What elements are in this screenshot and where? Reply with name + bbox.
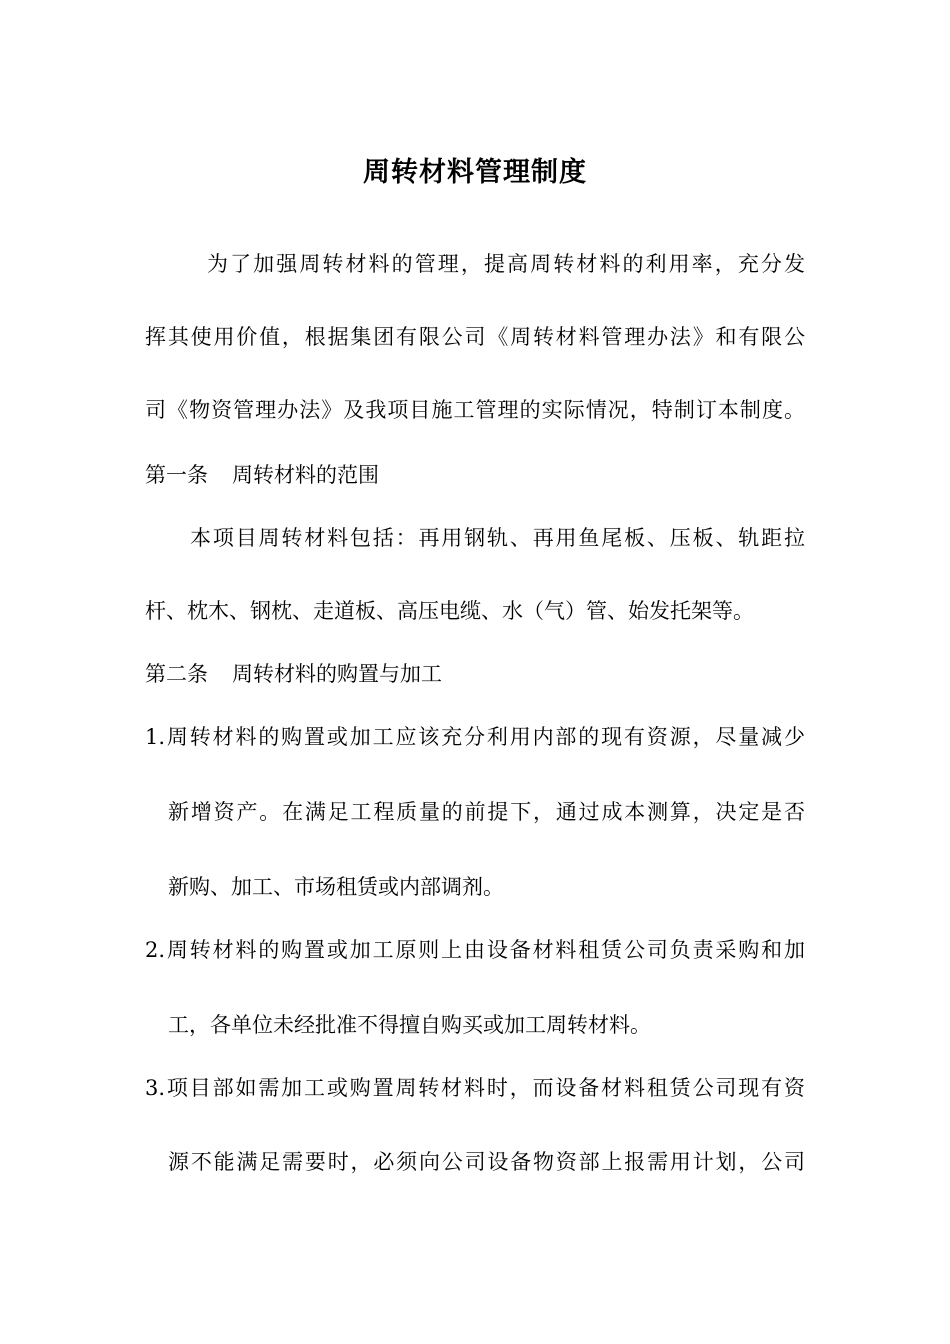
article-1-line-2: 杆、枕木、钢枕、走道板、高压电缆、水（气）管、始发托架等。 [145,599,754,623]
article-1-label: 第一条 [145,463,208,487]
intro-line-3: 司《物资管理办法》及我项目施工管理的实际情况，特制订本制度。 [145,398,805,422]
article-2-label: 第二条 [145,662,208,686]
item-1-line-3: 新购、加工、市场租赁或内部调剂。 [168,875,504,899]
item-1-line-1: 1.周转材料的购置或加工应该充分利用内部的现有资源，尽量减少 [145,725,805,749]
article-1-heading [145,460,805,490]
item-2-line-2: 工，各单位未经批准不得擅自购买或加工周转材料。 [168,1013,651,1037]
intro-line-1: 为了加强周转材料的管理，提高周转材料的利用率，充分发 [207,252,805,276]
article-1-title: 周转材料的范围 [232,463,379,487]
item-1-line-2: 新增资产。在满足工程质量的前提下，通过成本测算，决定是否 [168,800,805,824]
article-2-heading [145,659,805,689]
article-2-title: 周转材料的购置与加工 [232,662,442,686]
item-2-line-1: 2.周转材料的购置或加工原则上由设备材料租赁公司负责采购和加 [145,938,805,962]
item-3-line-2: 源不能满足需要时，必须向公司设备物资部上报需用计划，公司 [168,1150,805,1174]
document-title: 周转材料管理制度 [363,157,587,188]
article-1-line-1: 本项目周转材料包括：再用钢轨、再用鱼尾板、压板、轨距拉 [190,526,805,550]
item-3-line-1: 3.项目部如需加工或购置周转材料时，而设备材料租赁公司现有资 [145,1076,805,1100]
intro-line-2: 挥其使用价值，根据集团有限公司《周转材料管理办法》和有限公 [145,325,805,349]
